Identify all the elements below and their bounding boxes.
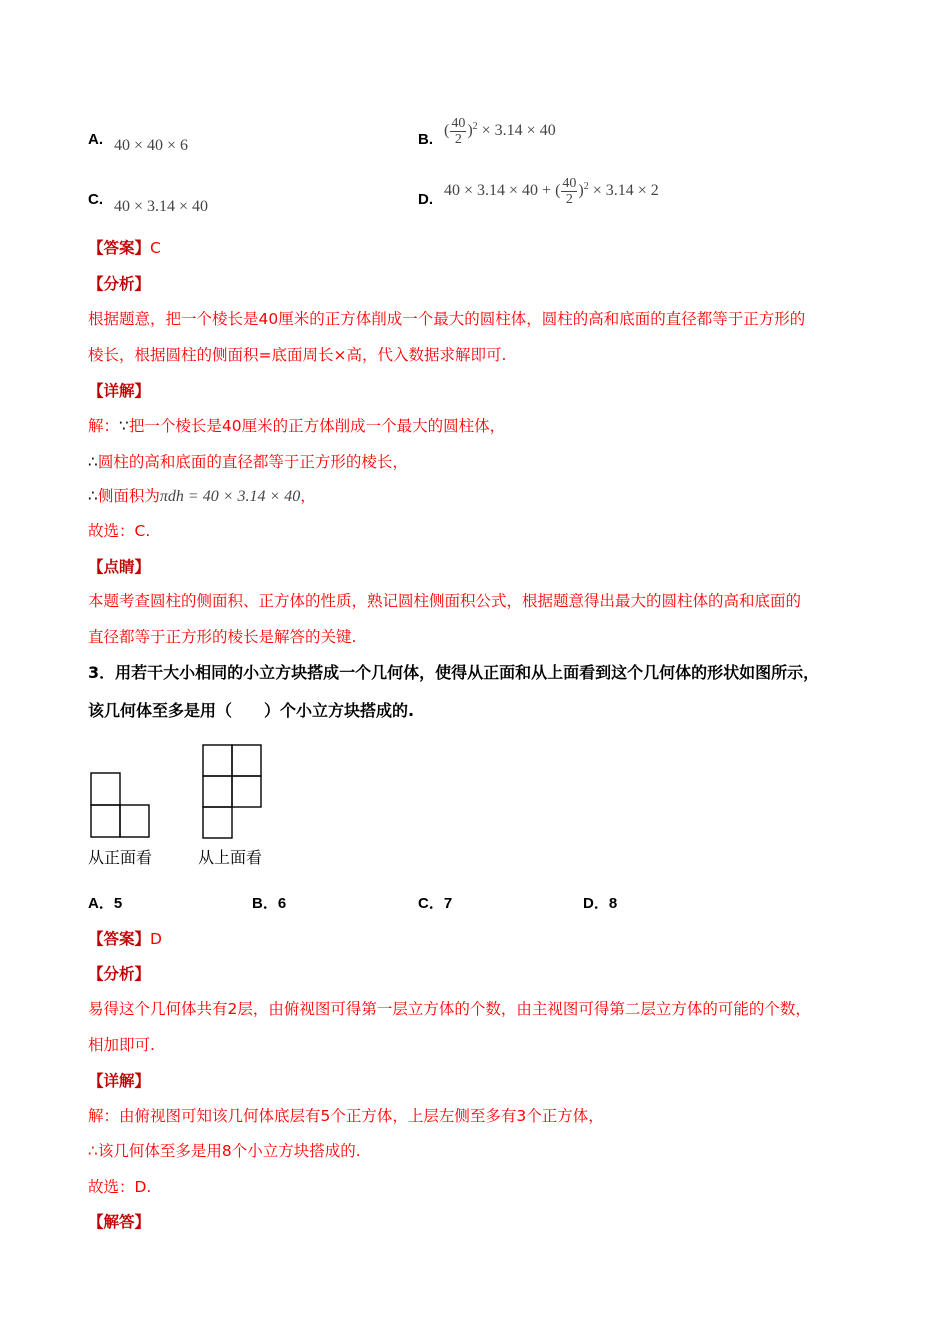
front-cell <box>120 805 149 837</box>
top-cell <box>203 807 232 838</box>
therefore-symbol: ∴ <box>88 453 98 471</box>
q3-option-a: A．5 <box>88 895 123 912</box>
option-a-expr: 40 × 40 × 6 <box>114 137 189 154</box>
top-cell <box>203 776 232 807</box>
front-view-label: 从正面看 <box>88 848 153 867</box>
option-c-label: C. <box>88 191 103 208</box>
answer-tag: 【答案】 <box>88 930 151 948</box>
answer-tag: 【答案】 <box>88 239 151 257</box>
front-cell <box>91 805 120 837</box>
therefore-symbol: ∴ <box>88 487 98 505</box>
q2-analysis-line-2: 棱长，根据圆柱的侧面积=底面周长×高，代入数据求解即可. <box>88 346 507 364</box>
front-view-figure <box>88 770 154 842</box>
q3-solution-tag: 【解答】 <box>88 1213 151 1231</box>
q3-option-c: C．7 <box>418 895 453 912</box>
q3-detail-line-2: ∴该几何体至多是用8个小立方块搭成的. <box>88 1142 361 1160</box>
q3-detail-tag: 【详解】 <box>88 1072 151 1090</box>
fraction: $\frac{40}{2}$ <box>562 176 577 207</box>
answer-value: C <box>150 239 161 257</box>
q3-option-d: D．8 <box>583 895 618 912</box>
top-cell <box>203 745 232 776</box>
top-cell <box>232 776 261 807</box>
q2-detail-tag: 【详解】 <box>88 382 151 400</box>
q3-analysis-line-2: 相加即可. <box>88 1036 155 1054</box>
q3-detail-line-1: 解：由俯视图可知该几何体底层有5个正方体，上层左侧至多有3个正方体， <box>88 1107 604 1125</box>
fraction: $\frac{40}{2}$ <box>451 116 466 147</box>
q2-detail-line-2: ∴圆柱的高和底面的直径都等于正方形的棱长， <box>88 453 408 471</box>
q3-stem-line-2: 该几何体至多是用（ ）个小立方块搭成的. <box>88 701 415 720</box>
top-view-figure <box>200 742 266 842</box>
q3-option-b: B．6 <box>252 895 287 912</box>
q3-stem-line-1: 3．用若干大小相同的小立方块搭成一个几何体，使得从正面和从上面看到这个几何体的形状如图所示， <box>88 663 820 682</box>
option-b-label: B. <box>418 131 433 148</box>
q3-analysis-line-1: 易得这个几何体共有2层，由俯视图可得第一层立方体的个数，由主视图可得第二层立方体的可能的个数， <box>88 1000 811 1018</box>
q2-analysis-tag: 【分析】 <box>88 275 151 293</box>
q2-comment-tag: 【点睛】 <box>88 558 151 576</box>
q2-detail-line-3: ∴侧面积为πdh = 40 × 3.14 × 40， <box>88 487 316 505</box>
q2-detail-line-1: 解：∵把一个棱长是40厘米的正方体削成一个最大的圆柱体， <box>88 417 506 435</box>
q3-analysis-tag: 【分析】 <box>88 965 151 983</box>
q2-answer-line <box>88 236 161 258</box>
lateral-area-formula: πdh = 40 × 3.14 × 40 <box>159 488 301 505</box>
top-cell <box>232 745 261 776</box>
top-view-label: 从上面看 <box>198 848 263 867</box>
option-d-expr: 40 × 3.14 × 40 + ( $\frac{40}{2}$ )$^2$ × 3.14 × 2 <box>444 176 659 207</box>
q3-choose: 故选：D. <box>88 1178 152 1196</box>
q3-answer-line <box>88 927 162 949</box>
option-c-expr: 40 × 3.14 × 40 <box>114 198 209 215</box>
paren-open: ( <box>444 122 450 140</box>
option-a-label: A. <box>88 131 103 148</box>
answer-value: D <box>150 930 162 948</box>
front-cell <box>91 773 120 805</box>
q2-analysis-line-1: 根据题意，把一个棱长是40厘米的正方体削成一个最大的圆柱体，圆柱的高和底面的直径都等于正方形的 <box>88 310 806 328</box>
option-b-expr: ( $\frac{40}{2}$ )$^2$ × 3.14 × 40 <box>444 116 556 147</box>
because-symbol: ∵ <box>119 417 129 435</box>
option-d-label: D. <box>418 191 433 208</box>
q2-comment-line-1: 本题考查圆柱的侧面积、正方体的性质，熟记圆柱侧面积公式，根据题意得出最大的圆柱体的高和底面的 <box>88 592 802 610</box>
q2-choose: 故选：C. <box>88 522 151 540</box>
q2-comment-line-2: 直径都等于正方形的棱长是解答的关键. <box>88 628 357 646</box>
